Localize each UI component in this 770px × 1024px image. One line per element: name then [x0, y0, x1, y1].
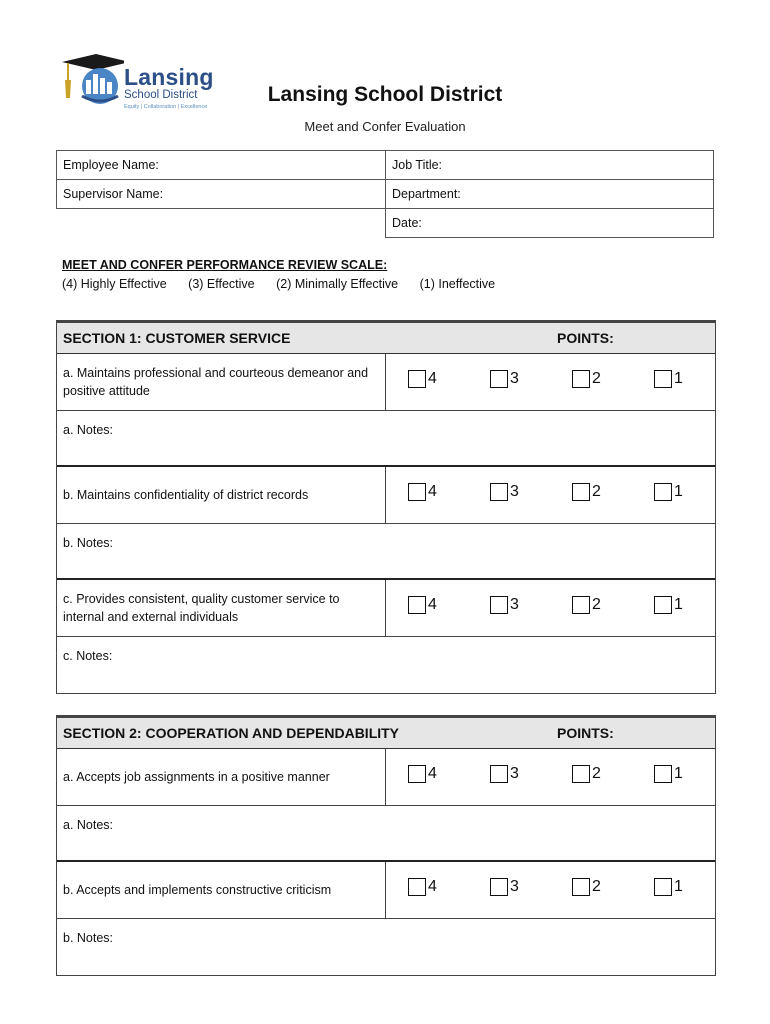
rating-2-checkbox[interactable]: 2 — [572, 878, 601, 896]
document-subtitle: Meet and Confer Evaluation — [304, 119, 466, 134]
criterion-row — [57, 749, 715, 806]
notes-field[interactable]: c. Notes: — [63, 649, 113, 663]
rating-1-checkbox[interactable]: 1 — [654, 483, 683, 501]
rating-4-checkbox[interactable]: 4 — [408, 596, 437, 614]
rating-3-checkbox[interactable]: 3 — [490, 483, 519, 501]
scale-items — [62, 277, 513, 291]
scale-item: (1) Ineffective — [419, 277, 496, 291]
rating-4-checkbox[interactable]: 4 — [408, 483, 437, 501]
section-header — [57, 321, 715, 354]
section-cooperation-dependability — [56, 715, 716, 976]
rating-3-checkbox[interactable]: 3 — [490, 370, 519, 388]
rating-4-checkbox[interactable]: 4 — [408, 878, 437, 896]
criterion-row — [57, 862, 715, 919]
rating-4-checkbox[interactable]: 4 — [408, 370, 437, 388]
review-scale — [62, 258, 513, 291]
section-title: SECTION 1: CUSTOMER SERVICE — [63, 330, 291, 346]
rating-1-checkbox[interactable]: 1 — [654, 765, 683, 783]
info-blank-cell — [57, 209, 386, 238]
document-title: Lansing School District — [267, 83, 503, 106]
criterion-text: b. Maintains confidentiality of district records — [57, 467, 386, 523]
notes-field[interactable]: b. Notes: — [57, 524, 715, 580]
rating-2-checkbox[interactable]: 2 — [572, 596, 601, 614]
rating-3-checkbox[interactable]: 3 — [490, 765, 519, 783]
rating-1-checkbox[interactable]: 1 — [654, 596, 683, 614]
rating-3-checkbox[interactable]: 3 — [490, 878, 519, 896]
logo-subtitle: School District — [124, 89, 198, 101]
scale-item: (2) Minimally Effective — [276, 277, 399, 291]
rating-options — [386, 467, 715, 523]
notes-field[interactable]: b. Notes: — [63, 931, 114, 945]
rating-3-checkbox[interactable]: 3 — [490, 596, 519, 614]
notes-field[interactable]: a. Notes: — [57, 411, 715, 467]
section-customer-service — [56, 320, 716, 694]
criterion-row — [57, 354, 715, 411]
criterion-text: a. Accepts job assignments in a positive manner — [57, 749, 386, 805]
rating-2-checkbox[interactable]: 2 — [572, 483, 601, 501]
logo-tagline: Equity | Collaboration | Excellence — [124, 104, 208, 110]
employee-info-table — [56, 150, 714, 238]
rating-1-checkbox[interactable]: 1 — [654, 878, 683, 896]
supervisor-name-field[interactable]: Supervisor Name: — [57, 180, 386, 209]
points-label: POINTS: — [557, 330, 614, 346]
criterion-text: a. Maintains professional and courteous demeanor and positive attitude — [57, 354, 386, 410]
criterion-text: c. Provides consistent, quality customer service to internal and external individuals — [57, 580, 386, 636]
section-title: SECTION 2: COOPERATION AND DEPENDABILITY — [63, 725, 400, 741]
scale-heading: MEET AND CONFER PERFORMANCE REVIEW SCALE: — [62, 258, 388, 272]
criterion-row — [57, 467, 715, 524]
rating-1-checkbox[interactable]: 1 — [654, 370, 683, 388]
section-header — [57, 716, 715, 749]
rating-4-checkbox[interactable]: 4 — [408, 765, 437, 783]
rating-options — [386, 862, 715, 918]
notes-field[interactable]: a. Notes: — [57, 806, 715, 862]
department-field[interactable]: Department: — [386, 180, 714, 209]
rating-2-checkbox[interactable]: 2 — [572, 765, 601, 783]
date-field[interactable]: Date: — [386, 209, 714, 238]
points-label: POINTS: — [557, 725, 614, 741]
scale-item: (3) Effective — [188, 277, 255, 291]
rating-options — [386, 354, 715, 410]
criterion-text: b. Accepts and implements constructive criticism — [57, 862, 386, 918]
rating-options — [386, 749, 715, 805]
employee-name-field[interactable]: Employee Name: — [57, 151, 386, 180]
document-header — [0, 83, 770, 134]
scale-item: (4) Highly Effective — [62, 277, 167, 291]
job-title-field[interactable]: Job Title: — [386, 151, 714, 180]
rating-2-checkbox[interactable]: 2 — [572, 370, 601, 388]
logo-name: Lansing — [124, 64, 214, 90]
rating-options — [386, 580, 715, 636]
criterion-row — [57, 580, 715, 637]
